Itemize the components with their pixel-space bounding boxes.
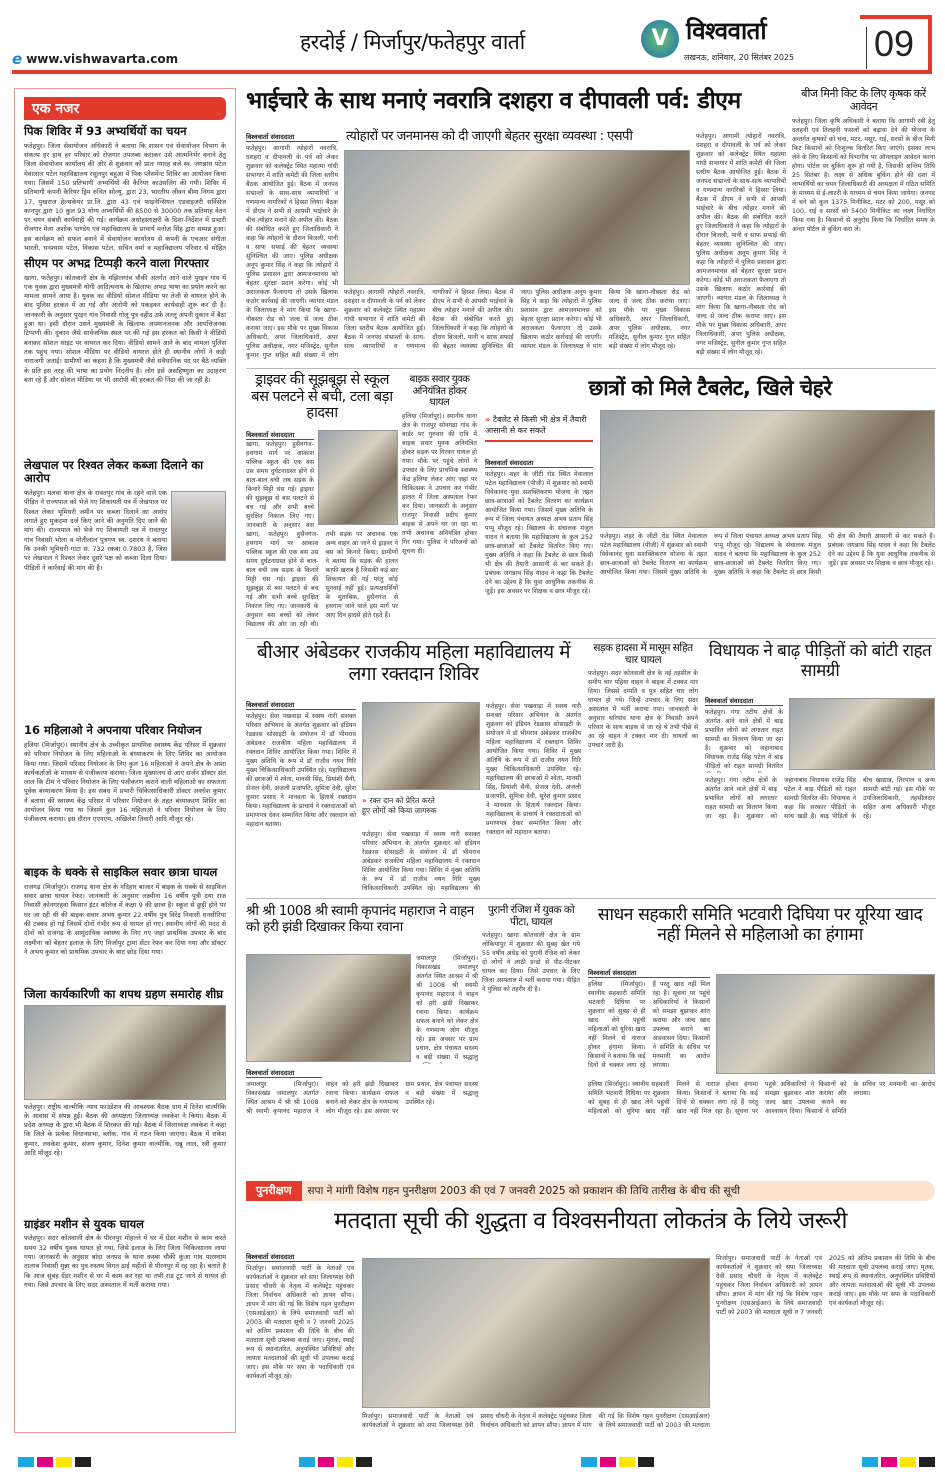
- swami-headline: श्री श्री 1008 श्री स्वामी कृपानंद महाराज ने वाहन को हरी झंडी दिखाकर किया रवाना: [246, 903, 474, 935]
- tablet-headline: छात्रों को मिले टैबलेट, खिले चेहरे: [588, 376, 832, 400]
- pull-quote: » रक्त दान को प्रेरित करते हुए लोगों को किया जागरुक: [362, 796, 437, 815]
- page-number-box: [860, 15, 932, 73]
- brief-article: लेखपाल पर रिश्वत लेकर कब्जा दिलाने का आरोप फतेहपुर। मलवां थाना क्षेत्र के रावतपुर गांव के रहने वाले एक पीड़ित ने राज्यपाल को भेजे गए शिकायती पत्र में लेखपाल पर रिश्वत लेकर भूमिधरी जमीन पर कब्जा दिलाने का आरोप लगाते हुए मुकदमा दर्ज किए जाने की अनुमति दिए जाने की मांग की। राज्यपाल को भेजे गए शिकायती पत्र में रावतपुर गांव निवासी भोला व मोतीलाल पुत्रगण स्व. दशरथ ने बताया कि उनकी भूमिधरी गाटा सं. 732 रकबा 0.7803 है, जिस पर लेखपाल ने रिश्वत लेकर दूसरे पक्ष को कब्जा दिला दिया। पीड़ितों ने कार्रवाई की मांग की है।: [24, 459, 226, 720]
- browser-icon: e: [12, 50, 23, 68]
- memorandum-photo: [362, 1258, 710, 1408]
- brief-article: सीएम पर अभद्र टिप्पड़ी करने वाला गिरफ्तार खागा, फतेहपुर। कोतवाली क्षेत्र के मंझिलगांव चौकी अंतर्गत आने वाले पुरइन गांव में एक युवक द्वारा मुख्यमंत्री योगी आदित्यनाथ के खिलाफ अभद्र भाषा का प्रयोग करने का मामला सामने आया है। युवक का वीडियो सोशल मीडिया पर तेजी से वायरल होने के बाद पुलिस हरकत में आ गई और आरोपी को पकड़कर कार्यवाही शुरू कर दी है। जानकारी के अनुसार पुरइन गांव निवासी गोलू पुत्र वहीद उर्फ लल्लू अपनी दुकान में बैठा हुआ था। इसी दौरान उसने मुख्यमंत्री के खिलाफ अपमानजनक और आपत्तिजनक टिप्पणी की। दुकान जैसे सार्वजनिक स्थल पर की गई इस हरकत को किसी ने वीडियो बनाकर सोशल साइट पर वायरल कर दिया। वीडियो सामने आने के बाद मामला पुलिस तक पहुंच गया। सोशल मीडिया पर वीडियो वायरल होते ही स्थानीय लोगों ने कड़ी नाराजगी जताई। ग्रामीणों का कहना है कि मुख्यमंत्री जैसे संवैधानिक पद पर बैठे व्यक्ति के प्रति इस तरह की भाषा का प्रयोग निंदनीय है। लोग इसे असहिष्णुता का उदाहरण बता रहे हैं और सोशल मीडिया पर भी आरोपी की हरकत की निंदा की जा रही है।: [24, 255, 226, 384]
- urea-article: विश्ववार्ता संवाददाता हलिया (मिर्जापुर)। स्थानीय सहकारी समिति भटवारी दिघिया पर शुक्रवार को सुबह से ही खाद लेने पहुंची महिलाओं को यूरिया खाद नहीं मिलने से नाराज होकर हंगामा किया। किसानों ने बताया कि कई दिनों से चक्कर लगा रहे हैं परंतु खाद नहीं मिल रहा है। सूचना पर पहुंचे अधिकारियों ने किसानों को समझा बुझाकर शांत कराया और जल्द खाद उपलब्ध कराने का आश्वासन दिया। किसानों ने समिति के सचिव पर मनमानी का आरोप लगाया। हलिया (मिर्जापुर)। स्थानीय सहकारी समिति भटवारी दिघिया पर शुक्रवार को सुबह से ही खाद लेने पहुंची महिलाओं को यूरिया खाद नहीं मिलने से नाराज होकर हंगामा किया। किसानों ने बताया कि कई दिनों से चक्कर लगा रहे हैं परंतु खाद नहीं मिल रहा है। सूचना पर पहुंचे अधिकारियों ने किसानों को समझा बुझाकर शांत कराया और जल्द खाद उपलब्ध कराने का आश्वासन दिया। किसानों ने समिति के सचिव पर मनमानी का आरोप लगाया।: [588, 969, 935, 1115]
- website-url[interactable]: e www.vishwavarta.com: [12, 50, 179, 68]
- quote-chevron-icon: »: [485, 415, 493, 424]
- tablet-distribution-photo: [600, 410, 935, 528]
- meeting-photo: [24, 1005, 226, 1100]
- voter-article: विश्ववार्ता संवाददाता मिर्जापुर। समाजवादी पार्टी के नेताओं एवं कार्यकर्ताओं ने शुक्रवार को सपा जिलाध्यक्ष देवी प्रसाद चौधरी के नेतृत्व में कलेक्ट्रेट पहुंचकर जिला निर्वाचन अधिकारी को ज्ञापन सौंपा। ज्ञापन में मांग की गई कि विशेष गहन पुनरीक्षण (एसआईआर) के लिये समाजवादी पार्टी को 2003 की मतदाता सूची व 7 जनवरी 2025 को अंतिम प्रकाशन की तिथि के बीच की मतदाता सूची उपलब्ध कराई जाए। मृतक, स्थाई रूप से स्थानांतरित, अनुपस्थित प्रविष्टियों और लापता मतदाताओं की सूची भी उपलब्ध कराई जाए। इस मौके पर सपा के पदाधिकारी एवं कार्यकर्ता मौजूद रहे। मिर्जापुर। समाजवादी पार्टी के नेताओं एवं कार्यकर्ताओं ने शुक्रवार को सपा जिलाध्यक्ष देवी प्रसाद चौधरी के नेतृत्व में कलेक्ट्रेट पहुंचकर जिला निर्वाचन अधिकारी को ज्ञापन सौंपा। ज्ञापन में मांग की गई कि विशेष गहन पुनरीक्षण (एसआईआर) के लिये समाजवादी पार्टी को 2003 की मतदाता मिर्जापुर। समाजवादी पार्टी के नेताओं एवं कार्यकर्ताओं ने शुक्रवार को सपा जिलाध्यक्ष देवी प्रसाद चौधरी के नेतृत्व में कलेक्ट्रेट पहुंचकर जिला निर्वाचन अधिकारी को ज्ञापन सौंपा। ज्ञापन में मांग की गई कि विशेष गहन पुनरीक्षण (एसआईआर) के लिये समाजवादी पार्टी को 2003 की मतदाता सूची व 7 जनवरी 2025 को अंतिम प्रकाशन की तिथि के बीच की मतदाता सूची उपलब्ध कराई जाए। मृतक, स्थाई रूप से स्थानांतरित, अनुपस्थित प्रविष्टियों और लापता मतदाताओं की सूची भी उपलब्ध कराई जाए। इस मौके पर सपा के पदाधिकारी एवं कार्यकर्ता मौजूद रहे।: [246, 1253, 935, 1429]
- brief-article: पिक शिविर में 93 अभ्यर्थियों का चयन फतेहपुर। जिला सेवायोजन अधिकारी ने बताया कि शासन एवं सेवायोजन विभाग के संकल्प हर हाथ हर परिवार को रोजगार उपलब्ध कराकर उसे आत्मनिर्भर बनाने हेतु जिला सेवायोजन कार्यालय की ओर से शुक्रवार को प्रातः ग्यारह बजे स्व. जगन्नाथ पटेल मेवालाल पटेल महाविद्यालय रसूलपुर बहुआ में पिक प्लेसमेन्ट शिविर का आयोजन किया गया। जिसमें 150 प्रतिभागी अभ्यर्थियों की कैरियर काउंसलिंग की गयी। शिविर में प्रतिभागी कंपनी कैरियर ड्रिम रुचित सोल्यू. द्वारा 23, भारतीय जीवन बीमा निगम द्वारा 17, पुखराज हेल्थकेयर प्रा.लि. द्वारा 43 एवं फाइनेन्सियल एडवाइजरी सर्विसेज कानपुर द्वारा 10 कुल 93 योग्य अभ्यर्थियों की 8500 से 30000 तक प्रतिमाह वेतन पर चयन संबंधी कार्यवाही की गई। कार्यक्रम अधोहस्ताक्षरी के दिशा-निर्देशन में प्रभारी रोजगार मेला अशोक पाण्डेय एवं महाविद्यालय के प्राचार्य मनोज सिंह द्वारा सम्पन्न हुआ। इस कार्यक्रम को सफल बनाने में सेवायोजन कार्यालय से कंपनी के एचआर संगीता भारती, घनश्याम पटेल, विकास पटेल, सचिन वर्मा व महाविद्यालय परिवार से मोहित: [24, 124, 226, 252]
- print-color-bar: [18, 1452, 938, 1464]
- protest-photo: [716, 974, 935, 1074]
- blood-donation-photo: [362, 702, 480, 790]
- feud-article: पुरानी रंजिश में युवक को पीटा, घायल फतेहपुर। खागा कोतवाली क्षेत्र के ग्राम लोकियापुर में शुक्रवार की सुबह खेत गये 55 वर्षीय अधेड़ को पुरानी रंजिश को लेकर दो लोगों ने लाठी डन्डो से पीट-पीटकर घायल कर दिया। जिसे उपचार के लिए जिला अस्पताल में भर्ती कराया गया। पीड़ित ने पुलिस को तहरीर दी है।: [482, 904, 580, 994]
- blood-headline: बीआर अंबेडकर राजकीय महिला महाविद्यालय में लगा रक्तदान शिविर: [256, 641, 571, 685]
- lead-subhead: त्योहारों पर जनमानस को दी जाएगी बेहतर सुरक्षा व्यवस्था : एसपी: [346, 129, 633, 144]
- bus-photo: [318, 430, 398, 525]
- pull-quote: » टैबलेट से किसी भी क्षेत्र में तैयारी आसानी से कर सकते: [485, 414, 593, 442]
- ek-nazar-column: [14, 88, 236, 1433]
- page-number: 09: [874, 23, 915, 64]
- flood-article: विश्ववार्ता संवाददाता फतेहपुर। गंगा तटीय क्षेत्रों के अंतर्गत आने वाले क्षेत्रों में बाढ़ प्रभावित लोगों को लगातार राहत सामग्री का वितरण किया जा रहा है। शुक्रवार को जहानाबाद विधायक राजेंद्र सिंह पटेल ने बाढ़ पीड़ितों को राहत सामग्री वितरित फतेहपुर। गंगा तटीय क्षेत्रों के अंतर्गत आने वाले क्षेत्रों में बाढ़ प्रभावित लोगों को लगातार राहत सामग्री का वितरण किया जा रहा है। शुक्रवार को जहानाबाद विधायक राजेंद्र सिंह पटेल ने बाढ़ पीड़ितों को राहत सामग्री वितरित की। विधायक ने कहा कि सरकार पीड़ितों के साथ खड़ी है। बाढ़ पीड़ितों के बीच खाद्यान्न, तिरपाल व अन्य सामग्री बांटी गई। इस मौके पर उपजिलाधिकारी, तहसीलदार सहित अन्य अधिकारी मौजूद रहे।: [705, 697, 935, 820]
- bus-article: ड्राइवर की सूझबूझ से स्कूल बस पलटने से बची, टला बड़ा हादसा विश्ववार्ता संवाददाता खागा, फतेहपुर। हुसैनगंज-हथगाम मार्ग पर आकाश पब्लिक स्कूल की एक बस उस समय दुर्घटनाग्रस्त होने से बाल-बाल बची जब सड़क के किनारे मिट्टी धंस गई। ड्राइवर की सूझबूझ से बस पलटने से बच गई और सभी बच्चे सुरक्षित निकाल लिए गए। जानकारी के अनुसार बस खागा, फतेहपुर। हुसैनगंज-हथगाम मार्ग पर आकाश पब्लिक स्कूल की एक बस उस समय दुर्घटनाग्रस्त होने से बाल-बाल बची जब सड़क के किनारे मिट्टी धंस गई। ड्राइवर की सूझबूझ से बस पलटने से बच गई और सभी बच्चे सुरक्षित निकाल लिए गए। जानकारी के अनुसार बस बच्चों को लेकर विद्यालय की ओर जा रही थी। तभी सड़क पर अचानक एक अन्य वाहन आ जाने से ड्राइवर ने बस को किनारे किया। ग्रामीणों ने बताया कि सड़क की हालत काफी खराब है जिसकी कई बार शिकायत की गई परंतु कोई सुनवाई नहीं हुई। प्रत्यक्षदर्शियों के मुताबिक, हुसैनगंज से हथगाम जाने वाले इस मार्ग पर आए दिन हादसे होते रहते हैं।: [246, 372, 398, 628]
- brief-article: 16 महिलाओ ने अपनाया परिवार नियोजन हलिया (मिर्जापुर)। स्थानीय क्षेत्र के उच्चीकृत प्राथमिक स्वास्थ्य केंद्र परिसर में शुक्रवार को परिवार नियोजन के लिए महिलाओ के बंध्याकरण के लिए शिविर का आयोजन किया गया। जिसमें परिवार नियोजन के लिए कुल 16 महिलाओ ने अपने क्षेत्र के आशा कार्यकर्ताओ के माध्यम से पंजीकरण कराया। जिला मुख्यालय से आए सर्जन डॉक्टर संत लाल कि टीम ने परिवार नियोजन के लिए पंजीकरण कराने वाली महिलाओ का सफलता पूर्वक बंध्याकरण किया है। इस संबंध में प्रभारी चिकित्साधिकारी डॉक्टर अवधेश कुमार ने बताया की स्वास्थ्य केंद्र परिसर में परिवार नियोजन के तहत बंध्याकरण शिविर का आयोजन किया गया था जिसमें कुल 16 महिलाओ ने परिवार नियोजन के लिए पंजीकरण कराया। इस दौरान एएनएम, अखिलेश तिवारी आदि मौजूद रहे।: [24, 723, 226, 824]
- lead-article: विश्ववार्ता संवाददाता त्योहारों पर जनमानस को दी जाएगी बेहतर सुरक्षा व्यवस्था : एसपी फतेहपुर। आगामी त्योहारों नवरात्रि, दशहरा व दीपावली के पर्व को लेकर शुक्रवार को कलेक्ट्रेट स्थित महात्मा गांधी सभागार में शांति कमेटी की जिला स्तरीय बैठक आयोजित हुई। बैठक में जनपद संभ्रान्तों के साथ-साथ व्यापारियों व गणमान्य नागरिकों ने हिस्सा लिया। बैठक में डीएम ने सभी से आपसी भाईचारे के बीच त्योहार मनाने की अपील की। बैठक की संबोधित करते हुए जिलाधिकारी ने कहा कि त्योहारों के दौरान बिजली, पानी व साफ सफाई की बेहतर व्यवस्था सुनिश्चित की जाए। पुलिस अधीक्षक अनूप कुमार सिंह ने कहा कि त्योहारों में पुलिस प्रशासन द्वारा आमजनमानस को बेहतर सुरक्षा प्रदान करेगा। कोई भी अराजकता फैलाएगा तो उसके खिलाफ कठोर कार्रवाई की जाएगी। व्यापार मंडल के जिलाध्यक्ष ने मांग किया कि खागा-नौबस्ता रोड को जल्द से जल्द ठीक कराया जाए। इस मौके पर मुख्य विकास अधिकारी, अपर जिलाधिकारी, अपर पुलिस अधीक्षक, नगर मजिस्ट्रेट, सुनील कुमार गुप्त सहित बड़ी संख्या में लोग फतेहपुर। आगामी त्योहारों नवरात्रि, दशहरा व दीपावली के पर्व को लेकर शुक्रवार को कलेक्ट्रेट स्थित महात्मा गांधी सभागार में शांति कमेटी की जिला स्तरीय बैठक आयोजित हुई। बैठक में जनपद संभ्रान्तों के साथ-साथ व्यापारियों व गणमान्य नागरिकों ने हिस्सा लिया। बैठक में डीएम ने सभी से आपसी भाईचारे के बीच त्योहार मनाने की अपील की। बैठक की संबोधित करते हुए जिलाधिकारी ने कहा कि त्योहारों के दौरान बिजली, पानी व साफ सफाई की बेहतर व्यवस्था सुनिश्चित की जाए। पुलिस अधीक्षक अनूप कुमार सिंह ने कहा कि त्योहारों में पुलिस प्रशासन द्वारा आमजनमानस को बेहतर सुरक्षा प्रदान करेगा। कोई भी अराजकता फैलाएगा तो उसके खिलाफ कठोर कार्रवाई की जाएगी। व्यापार मंडल के जिलाध्यक्ष ने मांग किया कि खागा-नौबस्ता रोड को जल्द से जल्द ठीक कराया जाए। इस मौके पर मुख्य विकास अधिकारी, अपर जिलाधिकारी, अपर पुलिस अधीक्षक, नगर मजिस्ट्रेट, सुनील कुमार गुप्त सहित बड़ी संख्या में लोग मौजूद रहे। फतेहपुर। आगामी त्योहारों नवरात्रि, दशहरा व दीपावली के पर्व को लेकर शुक्रवार को कलेक्ट्रेट स्थित महात्मा गांधी सभागार में शांति कमेटी की जिला स्तरीय बैठक आयोजित हुई। बैठक में जनपद संभ्रान्तों के साथ-साथ व्यापारियों व गणमान्य नागरिकों ने हिस्सा लिया। बैठक में डीएम ने सभी से आपसी भाईचारे के बीच त्योहार मनाने की अपील की। बैठक की संबोधित करते हुए जिलाधिकारी ने कहा कि त्योहारों के दौरान बिजली, पानी व साफ सफाई की बेहतर व्यवस्था सुनिश्चित की जाए। पुलिस अधीक्षक अनूप कुमार सिंह ने कहा कि त्योहारों में पुलिस प्रशासन द्वारा आमजनमानस को बेहतर सुरक्षा प्रदान करेगा। कोई भी अराजकता फैलाएगा तो उसके खिलाफ कठोर कार्रवाई की जाएगी। व्यापार मंडल के जिलाध्यक्ष ने मांग किया कि खागा-नौबस्ता रोड को जल्द से जल्द ठीक कराया जाए। इस मौके पर मुख्य विकास अधिकारी, अपर जिलाधिकारी, अपर पुलिस अधीक्षक, नगर मजिस्ट्रेट, सुनील कुमार गुप्त सहित बड़ी संख्या में लोग मौजूद रहे।: [246, 129, 786, 359]
- voter-band: पुनरीक्षण सपा ने मांगी विशेष गहन पुनरीक्षण 2003 की एवं 7 जनवरी 2025 को प्रकाशन की तिथि तारीख के बीच की सूची: [246, 1181, 935, 1201]
- urea-headline: साधन सहकारी समिति भटवारी दिघिया पर यूरिया खाद नहीं मिलने से महिलाओ का हंगामा: [597, 905, 923, 946]
- brief-article: जिला कार्यकारिणी का शपथ ग्रहण समारोह शीघ्र फतेहपुर। राष्ट्रीय वाल्मीकि न्याय फाउंडेशन की आवश्यक बैठक ग्राम में दिनेश वाल्मीकि के आवास में संपन्न हुई। बैठक की अध्यक्षता जिलाध्यक्ष लवकेश ने किया। बैठक में प्रदेश अध्यक्ष के द्वारा भी बैठक में शिरकत की गई। बैठक में जिलाध्यक्ष लवकेश ने कहा कि जिले के प्रत्येक विधानसभा, ब्लॉक, गांव में गठन किया जाएगा। बैठक में राकेश कुमार, लवकेश कुमार, संजय कुमार, दिनेश कुमार वाल्मीकि, धन्नू लाल, रवी कुमार आदि मौजूद रहे।: [24, 986, 226, 1158]
- right-brief: बीज मिनी किट के लिए कृषक करें आवेदन फतेहपुर। जिला कृषि अधिकारी ने बताया कि आगामी रबी हेतु दलहनी एवं तिलहनी फसलों को बढ़ावा देने की योजना के अन्तर्गत कृषकों को चना, मटर, मसूर, राई, सरसों के बीज मिनी किट किसानों को निःशुल्क वितरित किए जाएंगे। इसका लाभ लेने के लिए किसानों को विभागीय पर ऑनलाइन आवेदन करना होगा। पोर्टल पर बुकिंग शुरू हो गयी है, जिसकी अन्तिम तिथि 25 सितंबर है। लक्ष्य से अधिक बुकिंग होने की दशा में लाभार्थियों का चयन जिलाधिकारी की अध्यक्षता में गठित समिति के माध्यम से ई-लाटरी के माध्यम से चयन किया जायेगा। जनपद में चने को कुल 1375 मिनीकिट, मटर को 200, मसूर को 100, राई व सरसों को 5400 मिनीकिट का लक्ष्य निर्धारित किया गया है। किसानों से अनुरोध किया कि निर्धारित समय के अन्दर पोर्टल से बुकिंग करा लें।: [792, 87, 935, 234]
- header-rule: [12, 70, 932, 74]
- masthead: [0, 0, 945, 75]
- dateline: लखनऊ, शनिवार, 20 सितंबर 2025: [684, 53, 795, 62]
- brief-article: ग्राइंडर मशीन से युवक घायल फतेहपुर। सदर कोतवाली क्षेत्र के पीरनपुर मोहल्ले में घर में ग्रेंडर मशीन से काम करते समय 32 वर्षीय युवक घायल हो गया, जिसे इलाज के लिए जिला चिकित्सालय लाया गया। जानकारी के अनुसार बांदा जनपद के थाना कस्बा चौकी कुंआ गांव पारस्थाम तालाब निवासी मुन्ना का पुत्र रुस्तम विगत ढाई महीनों से पीरनपुर में रह रहा है। बताते है कि आज सुबह ग्रेंडर मशीन से घर में काम कर रहा था तभी राड टूट जाने से घायल हो गया। जिसे उपचार के लिए सदर अस्पताल में भर्ती कराया गया।: [24, 1216, 226, 1289]
- accident-article: सड़क हादसा में मासूम सहित चार घायल फतेहपुर। सदर कोतवाली क्षेत्र के नई तहसील के समीप चार पहिया वाहन ने बाइक में टक्कर मार दिया। जिससे दम्पति व पुत्र सहित चार लोग घायल हो गये। जिन्हें उपचार के लिए सदर अस्पताल में भर्ती कराया गया। जानकारी के अनुसार थरियांव थाना क्षेत्र के निवासी अपने परिवार के साथ बाइक से जा रहे थे तभी पीछे से आ रहे वाहन ने टक्कर मार दी। घायलों का उपचार जारी है।: [588, 642, 698, 750]
- quote-chevron-icon: »: [362, 796, 370, 805]
- tablet-article: » टैबलेट से किसी भी क्षेत्र में तैयारी आसानी से कर सकते विश्ववार्ता संवाददाता फतेहपुर। शहर के जीटी रोड स्थित मेवालाल पटेल महाविद्यालय (पीजी) में शुक्रवार को स्वामी विवेकानंद युवा सशक्तिकरण योजना के तहत छात्र-छात्राओं को टैबलेट वितरण का कार्यक्रम आयोजित किया गया। जिसमें मुख्य अतिथि के रूप में जिला पंचायत अध्यक्ष अभय प्रताप सिंह पप्पू मौजूद रहे। विद्यालय के संचालक मंजुल यादव ने बताया कि महाविद्यालय के कुल 252 छात्र-छात्राओं को टैबलेट वितरित किए गए। मुख्य अतिथि ने कहा कि टैबलेट से छात्र किसी भी क्षेत्र की तैयारी आसानी से कर सकते हैं। प्रबंधक जगन्नाथ सिंह यादव ने कहा कि टैबलेट देने का उद्देश्य है कि युवा आधुनिक तकनीक से जुड़ें। इस अवसर पर शिक्षक व छात्र मौजूद रहे। फतेहपुर। शहर के जीटी रोड स्थित मेवालाल पटेल महाविद्यालय (पीजी) में शुक्रवार को स्वामी विवेकानंद युवा सशक्तिकरण योजना के तहत छात्र-छात्राओं को टैबलेट वितरण का कार्यक्रम आयोजित किया गया। जिसमें मुख्य अतिथि के रूप में जिला पंचायत अध्यक्ष अभय प्रताप सिंह पप्पू मौजूद रहे। विद्यालय के संचालक मंजुल यादव ने बताया कि महाविद्यालय के कुल 252 छात्र-छात्राओं को टैबलेट वितरित किए गए। मुख्य अतिथि ने कहा कि टैबलेट से छात्र किसी भी क्षेत्र की तैयारी आसानी से कर सकते हैं। प्रबंधक जगन्नाथ सिंह यादव ने कहा कि टैबलेट देने का उद्देश्य है कि युवा आधुनिक तकनीक से जुड़ें। इस अवसर पर शिक्षक व छात्र मौजूद रहे।: [485, 408, 935, 634]
- brief-article: बाइक के धक्के से साइकिल सवार छात्रा घायल राजगढ़ (मिर्जापुर)। राजगढ़ थाना क्षेत्र के नदिहार बाजार में बाइक के धक्के से साइकिल सवार छात्रा घायल रेफर। जानकारी के अनुसार लक्ष्मीना 16 वर्षीय पुत्री दया राज निवासी कोनगरहवा किसान इंटर कॉलेज में कक्षा 9 की छात्रा है। स्कूल से छुट्टी होने पर घर जा रही थी की बाइक सवार अभय कुमार 22 वर्षीय पुत्र विरेंद्र निवासी धनसीरिया की टक्कर हो गई जिसमें दोनों गंभीर रूप से घायल हो गए। स्थानीय लोगों की मदद से दोनों को राजगढ़ के सामुदायिक स्वास्थ्य के लिए गए जहां प्राथमिक उपचार के बाद लक्ष्मीना को बेहतर इलाज के लिए मिर्जापुर ट्रामा सेंटर रेफर कर दिया गया और डॉक्टर ने अभय कुमार को प्राथमिक उपचार के बाद छोड़ दिया गया।: [24, 864, 226, 956]
- meeting-photo: [344, 150, 690, 285]
- flood-headline: विधायक ने बाढ़ पीड़ितों को बांटी राहत सामग्री: [708, 641, 932, 681]
- lead-headline: भाईचारे के साथ मनाएं नवरात्रि दशहरा व दीपावली पर्व: डीएम: [246, 88, 741, 114]
- logo-icon: V: [641, 20, 679, 58]
- bike-article: बाइक सवार युवक अनियंत्रित होकर घायल हलिया (मिर्जापुर)। स्थानीय थाना क्षेत्र के राजपुर सोनगढ़ा गांव के बार्डर पर गुरुवार की रात्रि में बाइक सवार युवक अनियंत्रित होकर सड़क पर गिरकर घायल हो गया। मौके पर पहुंचे लोगों ने उपचार के लिए प्राथमिक स्वास्थ्य केंद्र हलिया लेकर आए जहां पर चिकित्सक ने उपचार कर गंभीर हालत में जिला अस्पताल रेफर कर दिया। जानकारी के अनुसार राजपुर निवासी प्रदीप कुमार बाइक से अपने घर जा रहा था तभी अचानक अनियंत्रित होकर गिर गया। पुलिस ने परिजनों को सूचना दी।: [402, 374, 477, 555]
- person-photo: [171, 491, 226, 561]
- blood-article: विश्ववार्ता संवाददाता फतेहपुर। सेवा पखवाड़ा में स्वस्थ नारी सशक्त परिवार अभियान के अंतर्गत शुक्रवार को इंडियन रेडक्रास सोसाइटी के संयोजन में डॉ भीमराव अंबेडकर राजकीय महिला महाविद्यालय में रक्तदान शिविर आयोजित किया गया। शिविर में मुख्य अतिथि के रूप में डॉ राजीव नयन गिरि मुख्य चिकित्साधिकारी उपस्थित रहे। महाविद्यालय की छात्राओं में श्वेता, मानसी सिंह, प्रियांशी सैनी, सेजल देवी, अंजली प्रजापति, सुमित्रा देवी, सुरेश कुमार प्रसाद ने मानवता के हितार्थ रक्तदान किया। महाविद्यालय के प्राचार्य ने रक्तदाताओं को प्रमाणपत्र देकर सम्मानित किया और रक्तदान को महादान बताया। » रक्त दान को प्रेरित करते हुए लोगों को किया जागरुक फतेहपुर। सेवा पखवाड़ा में स्वस्थ नारी सशक्त परिवार अभियान के अंतर्गत शुक्रवार को इंडियन रेडक्रास सोसाइटी के संयोजन में डॉ भीमराव अंबेडकर राजकीय महिला महाविद्यालय में रक्तदान शिविर आयोजित किया गया। शिविर में मुख्य अतिथि के रूप में डॉ राजीव नयन गिरि मुख्य चिकित्साधिकारी उपस्थित रहे। महाविद्यालय की फतेहपुर। सेवा पखवाड़ा में स्वस्थ नारी सशक्त परिवार अभियान के अंतर्गत शुक्रवार को इंडियन रेडक्रास सोसाइटी के संयोजन में डॉ भीमराव अंबेडकर राजकीय महिला महाविद्यालय में रक्तदान शिविर आयोजित किया गया। शिविर में मुख्य अतिथि के रूप में डॉ राजीव नयन गिरि मुख्य चिकित्साधिकारी उपस्थित रहे। महाविद्यालय की छात्राओं में श्वेता, मानसी सिंह, प्रियांशी सैनी, सेजल देवी, अंजली प्रजापति, सुमित्रा देवी, सुरेश कुमार प्रसाद ने मानवता के हितार्थ रक्तदान किया। महाविद्यालय के प्राचार्य ने रक्तदाताओं को प्रमाणपत्र देकर सम्मानित किया और रक्तदान को महादान बताया।: [246, 701, 581, 892]
- voter-headline: मतदाता सूची की शुद्धता व विश्वसनीयता लोकतंत्र के लिये जरूरी: [334, 1208, 847, 1234]
- flag-off-photo: [246, 954, 411, 1062]
- swami-article: जमालपुर (मिर्जापुर)। विकासखंड जमालपुर अंतर्गत स्थित आश्रम में श्री श्री 1008 श्री स्वामी कृपानंद महाराज ने वाहन को हरी झंडी दिखाकर रवाना किया। कार्यक्रम सफल बनाने को लेकर क्षेत्र के गणमान्य लोग मौजूद रहे। इस अवसर पर ग्राम प्रधान, क्षेत्र पंचायत सदस्य व बड़ी संख्या में श्रद्धालु विश्ववार्ता संवाददाता जमालपुर (मिर्जापुर)। विकासखंड जमालपुर अंतर्गत स्थित आश्रम में श्री श्री 1008 श्री स्वामी कृपानंद महाराज ने वाहन को हरी झंडी दिखाकर रवाना किया। कार्यक्रम सफल बनाने को लेकर क्षेत्र के गणमान्य लोग मौजूद रहे। इस अवसर पर ग्राम प्रधान, क्षेत्र पंचायत सदस्य व बड़ी संख्या में श्रद्धालु उपस्थित रहे।: [246, 955, 478, 1115]
- section-label: एक नजर: [24, 97, 226, 120]
- relief-distribution-photo: [789, 698, 935, 770]
- brand-name: विश्ववार्ता: [686, 17, 767, 45]
- band-label: पुनरीक्षण: [246, 1181, 302, 1201]
- edition-title: हरदोई / मिर्जापुर/फतेहपुर वार्ता: [300, 30, 525, 54]
